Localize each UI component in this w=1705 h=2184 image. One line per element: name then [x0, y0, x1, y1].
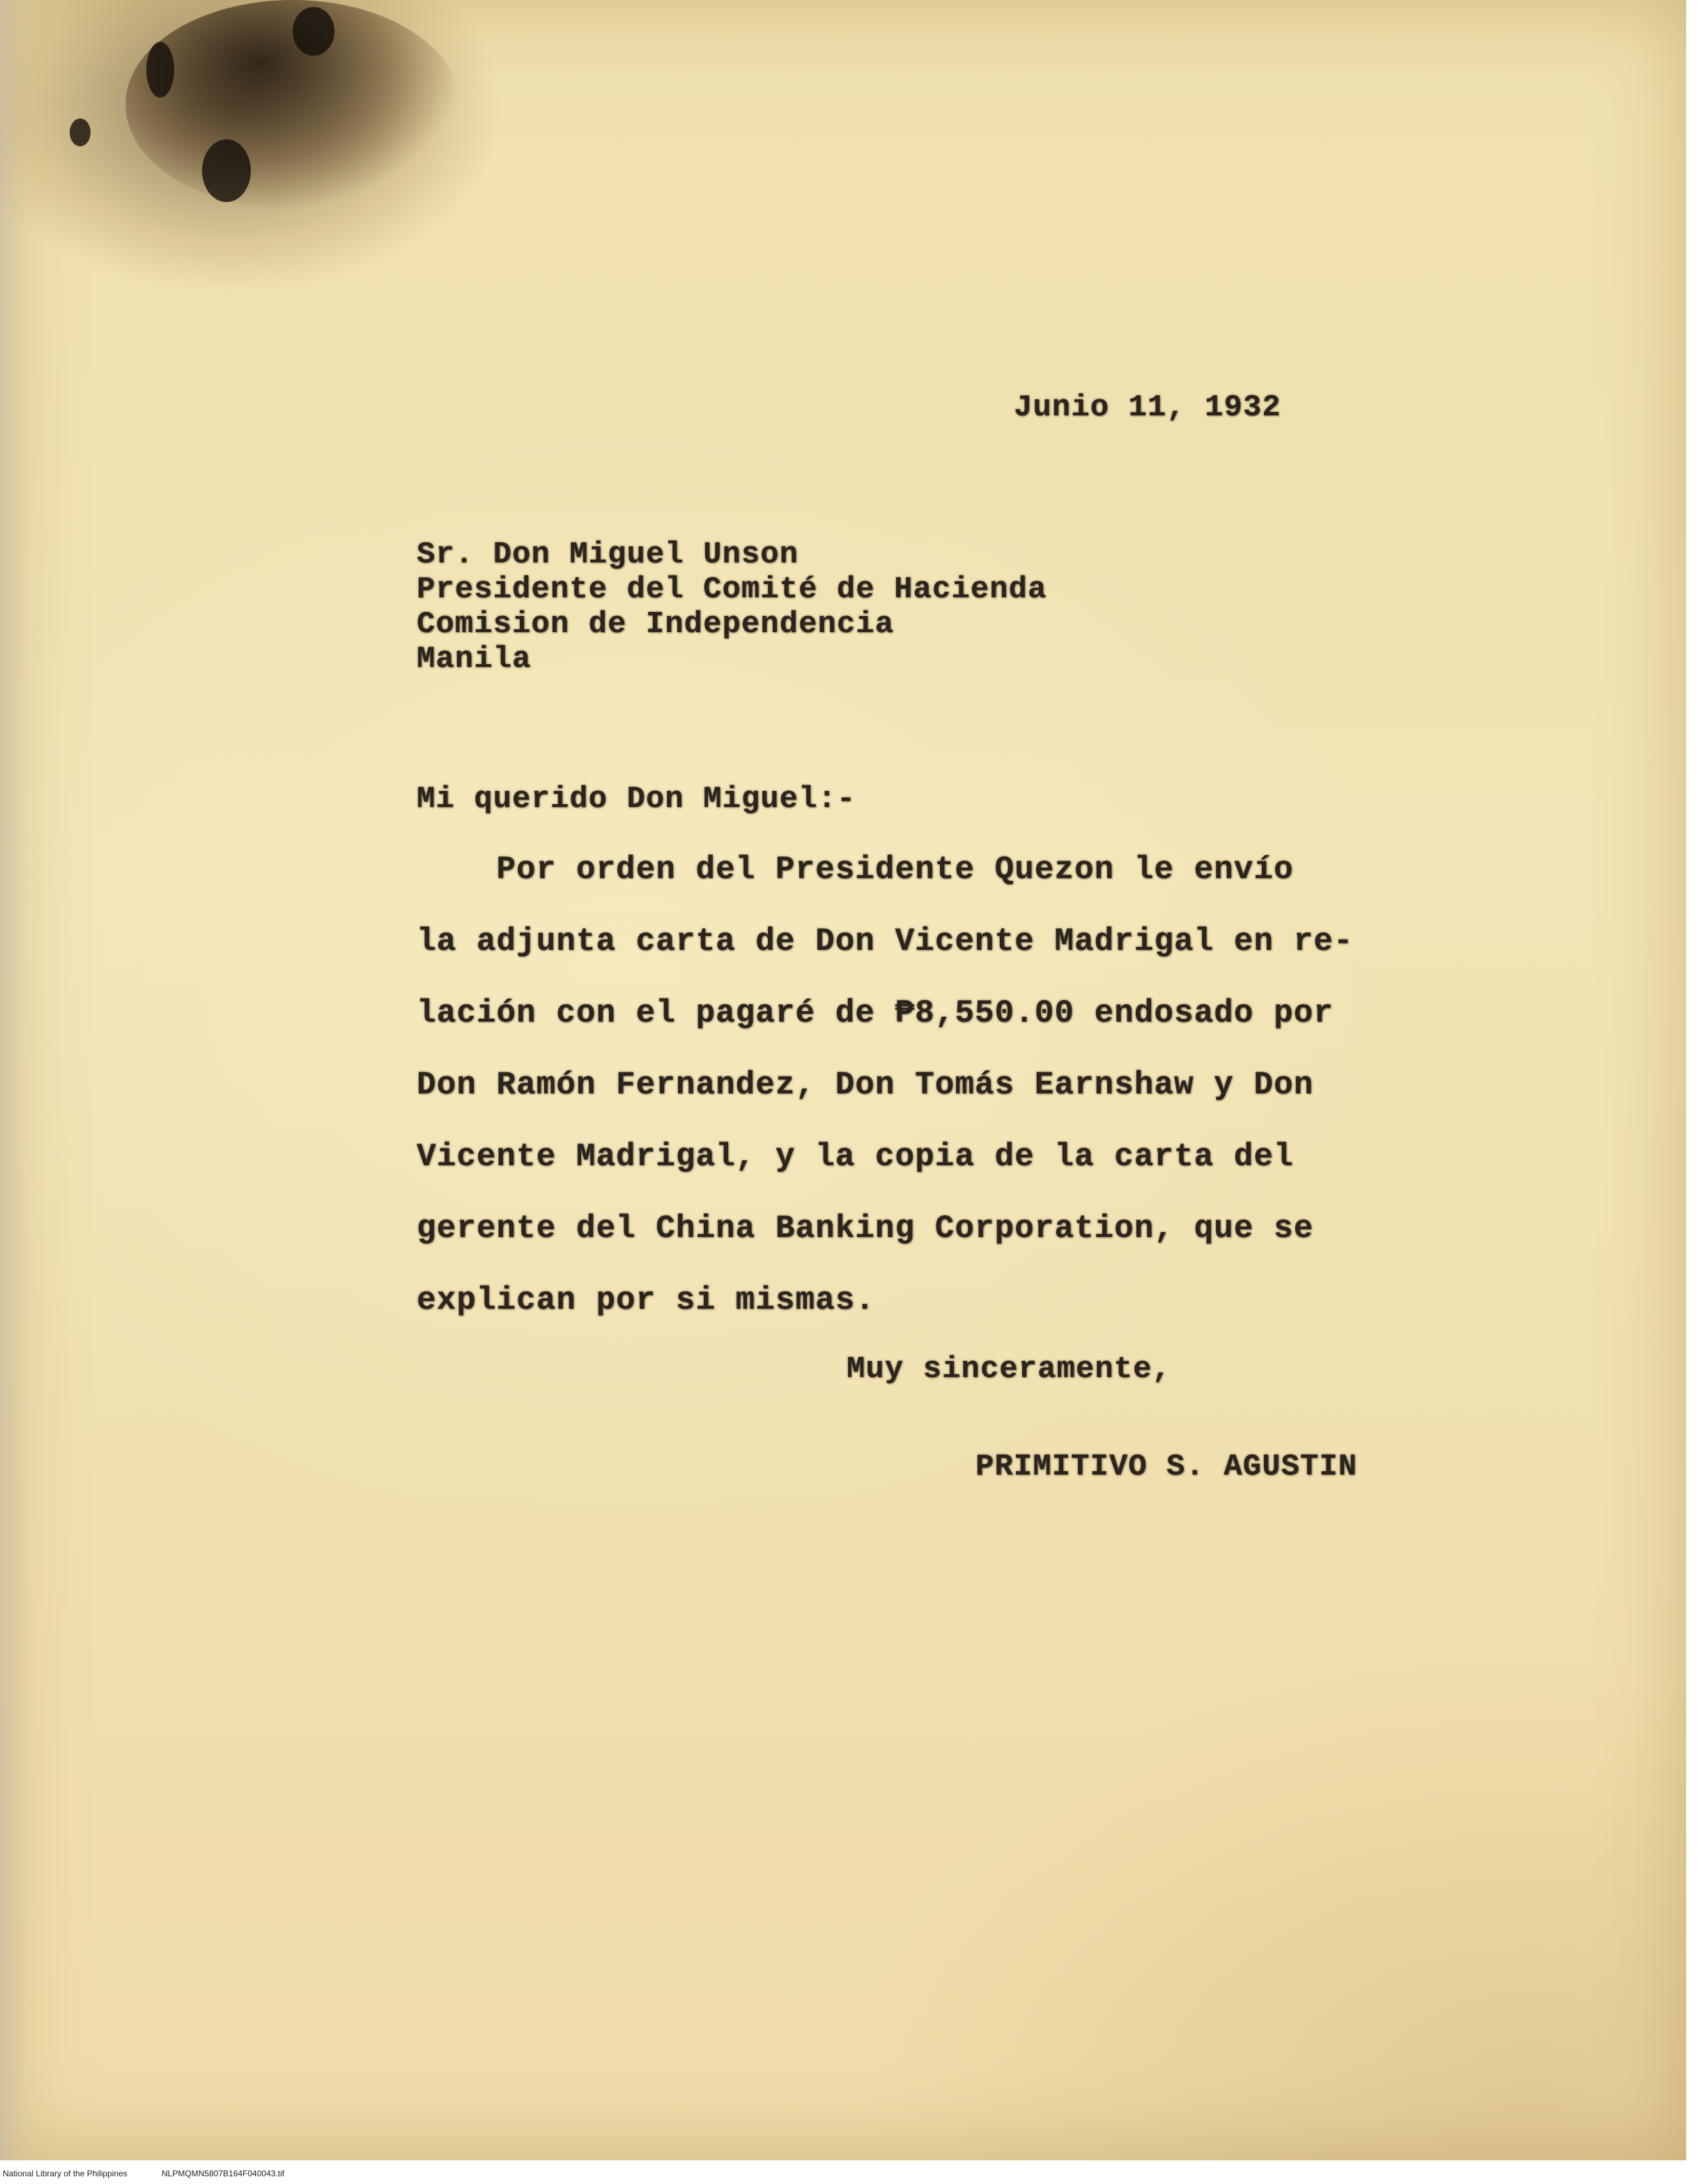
body-line: Vicente Madrigal, y la copia de la carta del	[417, 1139, 1294, 1175]
recipient-name: Sr. Don Miguel Unson	[417, 537, 799, 572]
signature: PRIMITIVO S. AGUSTIN	[975, 1449, 1358, 1484]
recipient-city: Manila	[417, 642, 532, 677]
body-line: la adjunta carta de Don Vicente Madrigal en re-	[417, 923, 1354, 960]
letter-date: Junio 11, 1932	[1014, 390, 1281, 425]
burn-spot	[202, 139, 251, 202]
body-line: gerente del China Banking Corporation, que se	[417, 1210, 1314, 1247]
recipient-title: Presidente del Comité de Hacienda	[417, 572, 1047, 607]
scan-margin-right	[1686, 0, 1705, 2184]
salutation: Mi querido Don Miguel:-	[417, 782, 856, 817]
footer-institution: National Library of the Philippines	[3, 2169, 128, 2178]
burn-spot	[146, 42, 174, 98]
footer-file-id: NLPMQMN5807B164F040043.tif	[162, 2169, 285, 2178]
left-edge-stain	[0, 0, 28, 2160]
burn-spot	[293, 7, 334, 56]
recipient-organization: Comision de Independencia	[417, 607, 895, 642]
closing: Muy sinceramente,	[847, 1352, 1171, 1387]
body-line: explican por si mismas.	[417, 1282, 875, 1318]
body-line: lación con el pagaré de ₱8,550.00 endosado por	[417, 995, 1334, 1031]
body-line: Por orden del Presidente Quezon le envío	[417, 852, 1294, 888]
burn-spot	[70, 118, 91, 146]
body-line: Don Ramón Fernandez, Don Tomás Earnshaw y Don	[417, 1067, 1314, 1103]
